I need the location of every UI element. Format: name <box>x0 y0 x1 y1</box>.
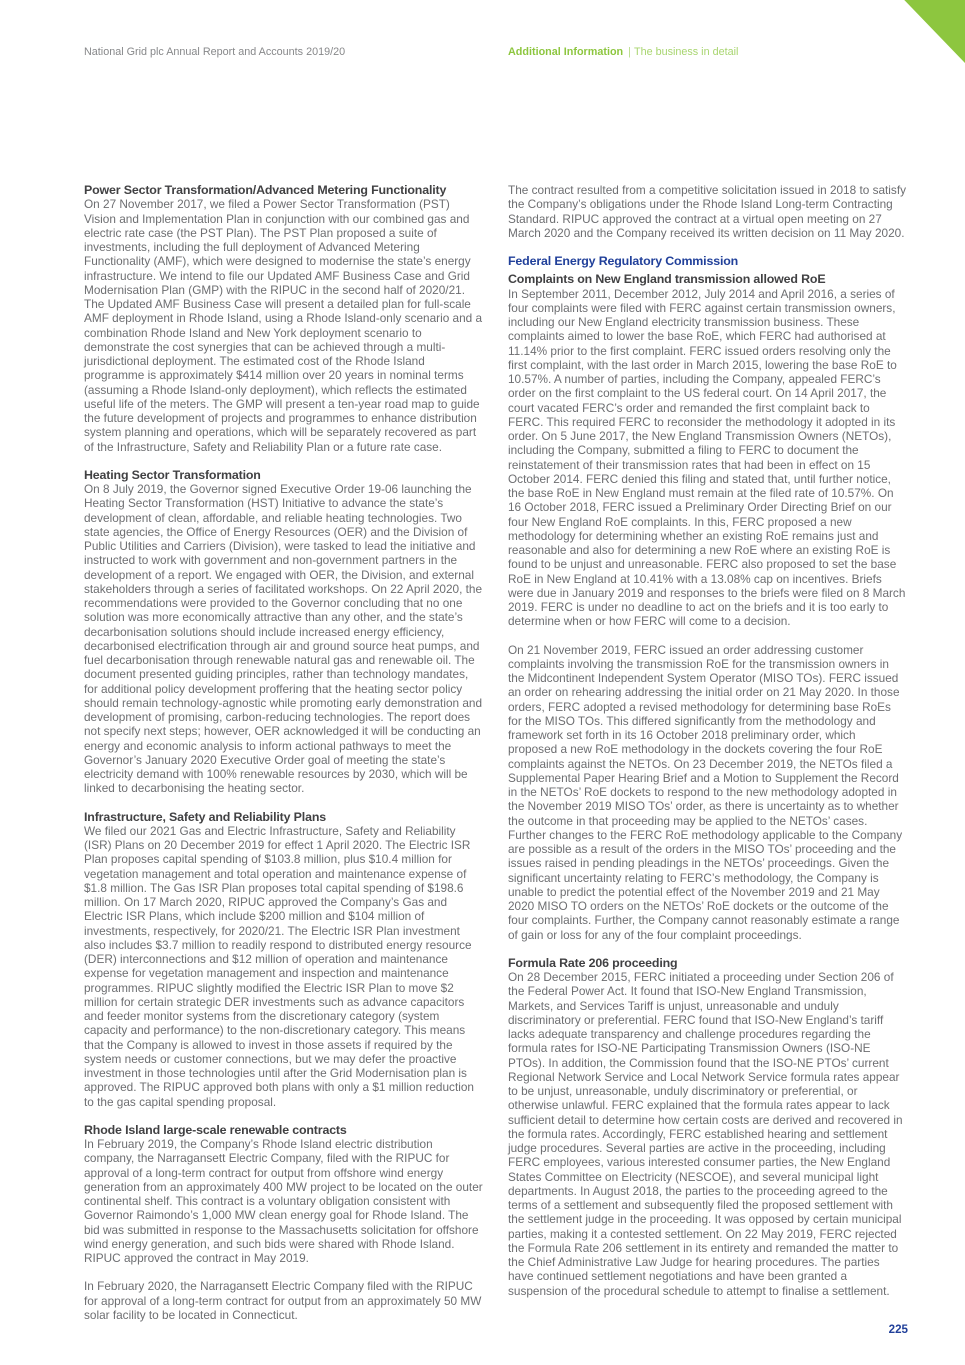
page-number: 225 <box>888 1323 908 1336</box>
section-heading: Infrastructure, Safety and Reliability Plans <box>84 809 326 824</box>
section-heading: Rhode Island large-scale renewable contracts <box>84 1122 347 1137</box>
report-title: National Grid plc Annual Report and Accounts 2019/20 <box>84 46 346 58</box>
left-column <box>84 183 483 1322</box>
body-paragraph: On 27 November 2017, we filed a Power Sector Transformation (PST) Vision and Implementation Plan in conjunction with our combined gas and electric rate case (the PST Plan). The PST Plan proposed a suite of investments, including the full deployment of Advanced Metering Functionality (AMF), which were designed to modernise the state’s energy infrastructure. We intend to file our Updated AMF Business Case and Grid Modernisation Plan (GMP) with the RIPUC in the second half of 2020/21. The Updated AMF Business Case will present a detailed plan for full-scale AMF deployment in Rhode Island, using a Rhode Island-only scenario and a combination Rhode Island and New York deployment scenario to demonstrate the cost synergies that can be achieved through a multi-jurisdictional deployment. The estimated cost of the Rhode Island programme is approximately $414 million over 20 years in nominal terms (assuming a Rhode Island-only deployment), which reflects the estimated useful life of the meters. The GMP will present a ten-year road map to guide the future development of projects and programmes to enhance distribution system planning and operations, which will be separately recovered as part of the Infrastructure, Safety and Reliability Plan or a future rate case. <box>84 197 483 454</box>
body-paragraph: The contract resulted from a competitive solicitation issued in 2018 to satisfy the Company’s obligations under the Rhode Island Long-term Contracting Standard. RIPUC approved the contract at a virtual open meeting on 27 March 2020 and the Company received its written decision on 11 May 2020. <box>508 183 907 240</box>
section-heading: Power Sector Transformation/Advanced Metering Functionality <box>84 183 447 197</box>
section-rhode-island-renewable-contracts <box>84 1123 483 1322</box>
breadcrumb-section-label: Additional Information <box>508 46 624 58</box>
section-contract-continuation <box>508 183 907 240</box>
body-paragraph: In February 2019, the Company’s Rhode Island electric distribution company, the Narragansett Electric Company, filed with the RIPUC for approval of a long-term contract for output from offshore wind energy generation from an approximately 400 MW project to be located on the outer continental shelf. This contract is a voluntary obligation consistent with Governor Raimondo’s 1,000 MW clean energy goal for Rhode Island. The bid was submitted in response to the Massachusetts solicitation for offshore wind energy generation, and such bids were shared with Rhode Island. RIPUC approved the contract in May 2019. <box>84 1137 483 1265</box>
body-paragraph: We filed our 2021 Gas and Electric Infrastructure, Safety and Reliability (ISR) Plans on 20 December 2019 for effect 1 April 2020. The Electric ISR Plan proposes capital spending of $103.8 million, plus $10.4 million for vegetation management and total operation and maintenance expense of $1.8 million. The Gas ISR Plan proposes total capital spending of $198.6 million. On 17 March 2020, RIPUC approved the Company’s Gas and Electric ISR Plans, which include $200 million and $104 million of investments, respectively, for 2020/21. The Electric ISR Plan investment also includes $3.7 million to readily respond to distributed energy resource (DER) interconnections and $12 million of operation and maintenance expense for vegetation management and inspection and maintenance programmes. RIPUC slightly modified the Electric ISR Plan to move $2 million for certain strategic DER investments such as advance capacitors and feeder monitor systems from the discretionary category (system capacity and performance) to the non-discretionary category. This means that the Company is allowed to invest in those assets if required by the system needs or customer connections, but we may defer the proactive investment in those technologies until after the Grid Modernisation plan is approved. The RIPUC approved both plans with only a $1 million reduction to the gas capital spending proposal. <box>84 823 474 1109</box>
section-heading: Complaints on New England transmission allowed RoE <box>508 272 826 287</box>
breadcrumb <box>508 46 738 59</box>
body-paragraph: On 21 November 2019, FERC issued an order addressing customer complaints involving the transmission RoE for the transmission owners in the Midcontinent Independent System Operator (MISO TOs). FERC issued an order on rehearing addressing the initial order on 21 May 2020. In those orders, FERC adopted a revised methodology for determining base RoEs for the MISO TOs. This differed significantly from the methodology and framework set forth in its 16 October 2018 preliminary order, which proposed a new RoE methodology in the dockets covering the four RoE complaints against the NETOs. On 23 December 2019, the NETOs filed a Supplemental Paper Hearing Brief and a Motion to Supplement the Record in the NETOs’ RoE dockets to respond to the new methodology adopted in the November 2019 MISO TOs’ order, as there is uncertainty as to whether the outcome in that proceeding may be applied to the NETOs’ cases. Further changes to the FERC RoE methodology applicable to the Company are possible as a result of the orders in the MISO TOs’ proceeding and the issues raised in pending pleadings in the NETOs’ proceedings. Given the significant uncertainty relating to FERC’s methodology, the Company is unable to predict the potential effect of the November 2019 and 21 May 2020 MISO TO orders on the NETOs’ RoE dockets or the outcome of the four complaints. Further, the Company cannot reasonably estimate a range of gain or loss for any of the four complaint proceedings. <box>508 642 903 942</box>
section-heading: Heating Sector Transformation <box>84 467 261 482</box>
section-heating-sector-transformation <box>84 468 483 796</box>
breadcrumb-divider: | <box>628 46 631 58</box>
section-federal-energy-regulatory-commission <box>508 254 907 942</box>
section-formula-rate-206 <box>508 956 907 1298</box>
body-paragraph: In September 2011, December 2012, July 2014 and April 2016, a series of four complaints were filed with FERC against certain transmission owners, including our New England electricity transmission business. These complaints aimed to lower the base RoE, which FERC had authorised at 11.14% prior to the first complaint. FERC issued orders resolving only the first complaint, with the last order in March 2015, lowering the base RoE to 10.57%. A number of parties, including the Company, appealed FERC’s order on the first complaint to the US federal court. On 14 April 2017, the court vacated FERC’s order and remanded the first complaint back to FERC. This required FERC to reconsider the methodology it adopted in its order. On 5 June 2017, the New England Transmission Owners (NETOs), including the Company, submitted a filing to FERC to document the reinstatement of their transmission rates that had been in effect on 15 October 2014. FERC denied this filing and stated that, until further notice, the base RoE in New England must remain at the filed rate of 10.57%. On 16 October 2018, FERC issued a Preliminary Order Directing Brief on our four New England RoE complaints. In this, FERC proposed a new methodology for determining whether an existing RoE remains just and reasonable and also for determining a new RoE where an existing RoE is found to be unjust and unreasonable. FERC also proposed to set the base RoE in New England at 10.41% with a 13.08% cap on incentives. Briefs were due in January 2019 and responses to the briefs were filed on 8 March 2019. FERC is under no deadline to act on the briefs and it is too early to determine when or how FERC will come to a decision. <box>508 286 906 629</box>
body-paragraph: On 8 July 2019, the Governor signed Executive Order 19-06 launching the Heating Sector Transformation (HST) Initiative to advance the state’s development of clean, affordable, and reliable heating technologies. Two state agencies, the Office of Energy Resources (OER) and the Division of Public Utilities and Carriers (Division), were tasked to lead the initiative and instructed to work with government and non-government partners in the development of a report. We engaged with OER, the Division, and external stakeholders through a series of facilitated workshops. On 22 April 2020, the recommendations were provided to the Governor concluding that no one solution was more economically attractive than any other, and the state’s decarbonisation solutions should include increased energy efficiency, decarbonised electrification through air and ground source heat pumps, and fuel decarbonisation through renewable natural gas and renewable oil. The document presented guiding principles, rather than technology mandates, for additional policy development proffering that the heating sector policy should remain technology-agnostic while promoting early demonstration and development of promising, carbon-reducing technologies. The report does not specify next steps; however, OER acknowledged it will be conducting an energy and economic analysis to inform actional pathways to meet the Governor’s January 2020 Executive Order goal of meeting the state’s electricity demand with 100% renewable resources by 2030, which will be linked to decarbonising the heating sector. <box>84 482 483 796</box>
breadcrumb-subsection-label: The business in detail <box>633 46 739 58</box>
section-power-sector-transformation <box>84 183 483 454</box>
section-heading: Formula Rate 206 proceeding <box>508 955 678 970</box>
section-infrastructure-safety-reliability <box>84 810 483 1109</box>
right-column <box>508 183 907 1298</box>
ferc-main-heading: Federal Energy Regulatory Commission <box>508 254 739 268</box>
body-paragraph: On 28 December 2015, FERC initiated a proceeding under Section 206 of the Federal Power Act. It found that ISO-New England Transmission, Markets, and Services Tariff is unjust, unreasonable and unduly discriminatory or preferential. FERC found that ISO-New England’s tariff lacks adequate transparency and challenge procedures regarding the formula rates for ISO-NE Participating Transmission Owners (ISO-NE PTOs). In addition, the Commission found that the ISO-NE PTOs’ current Regional Network Service and Local Network Service formula rates appear to be unjust, unreasonable, unduly discriminatory or preferential, or otherwise unlawful. FERC explained that the formula rates appear to lack sufficient detail to determine how certain costs are derived and recovered in the formula rates. Accordingly, FERC established hearing and settlement judge procedures. Several parties are active in the proceeding, including FERC employees, various interested consumer parties, the New England States Committee on Electricity (NESCOE), and several municipal light departments. In August 2018, the parties to the proceeding agreed to the terms of a settlement and subsequently filed the proposed settlement with the settlement judge in the proceeding. It was opposed by certain municipal parties, making it a contested settlement. On 22 May 2019, FERC rejected the Formula Rate 206 settlement in its entirety and remanded the matter to the Chief Administrative Law Judge for hearing procedures. The parties have continued settlement negotiations and have been granted a suspension of the procedural schedule to attempt to finalise a settlement. <box>508 970 903 1298</box>
corner-accent-triangle <box>899 0 965 63</box>
body-paragraph: In February 2020, the Narragansett Electric Company filed with the RIPUC for approval of a long-term contract for output from an approximately 50 MW solar facility to be located in Connecticut. <box>84 1279 482 1322</box>
